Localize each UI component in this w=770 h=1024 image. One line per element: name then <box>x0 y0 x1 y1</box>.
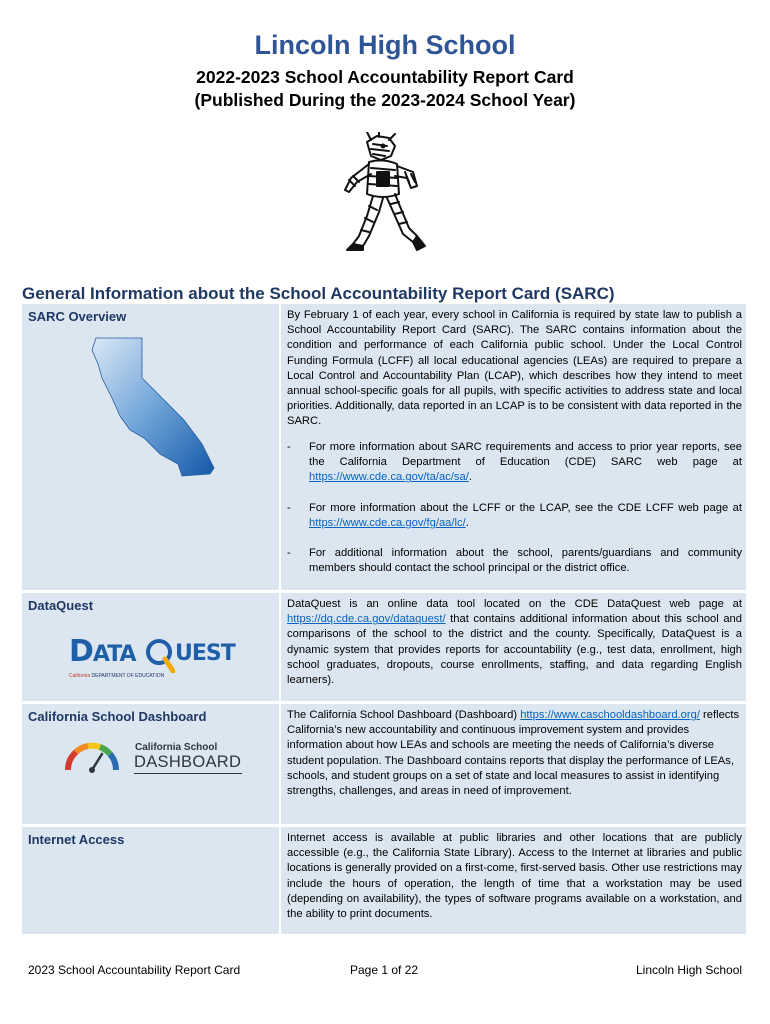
footer-report-name: 2023 School Accountability Report Card <box>28 963 241 977</box>
footer-school-name: Lincoln High School <box>636 963 743 977</box>
california-map-image <box>82 334 222 480</box>
bullet-end: . <box>468 471 472 484</box>
dataquest-label-cell <box>22 593 279 701</box>
internet-access-content-cell <box>281 827 746 934</box>
bullet-dash: - <box>287 502 291 514</box>
internet-access-paragraph: Internet access is available at public libraries and other locations that are publicly accessible (e.g., the California State Library). Access to the Internet at libraries and public locations is generally provided on a first-come, first-served basis. Other use restrictions may include the hours of operation, the length of time that a workstation may be used (depending on availability), the types of software programs available on a workstation, and the ability to print documents. <box>287 832 742 921</box>
published-line: (Published During the 2023-2024 School Year) <box>194 90 576 110</box>
footer-page-number: Page 1 of 22 <box>350 963 419 977</box>
dashboard-label: California School Dashboard <box>28 709 207 724</box>
sarc-overview-paragraph: By February 1 of each year, every school in California is required by state law to publish a School Accountability Report Card (SARC). The SARC contains information about the condition and performance of each California public school. Under the Local Control Funding Formula (LCFF) all local educational agencies (LEAs) are required to prepare a Local Control and Accountability Plan (LCAP), which describes how they intend to meet annual school-specific goals for all pupils, with specific activities to address state and local priorities. Additionally, data reported in an LCAP is to be consistent with data reported in the SARC. <box>287 309 742 428</box>
text-before: DataQuest is an online data tool located on the CDE DataQuest web page at <box>287 598 742 610</box>
text-after: that contains additional information about this school and comparisons of the school to the district and the county. Specifically, DataQuest is a dynamic system that provides reports for accountability (e.g., test data, enrollment, high school graduates, dropouts, course enrollments, staffing, and data regarding English learners). <box>287 613 742 687</box>
sarc-overview-label-cell <box>22 304 279 590</box>
school-name-title: Lincoln High School <box>254 30 516 60</box>
bullet-text: For additional information about the school, parents/guardians and community members should contact the school principal or the district office. <box>309 547 742 575</box>
dashboard-row <box>22 704 746 824</box>
dataquest-label: DataQuest <box>28 598 94 613</box>
internet-access-label-cell <box>22 827 279 934</box>
dashboard-logo-underline <box>134 773 242 774</box>
bullet-text: For more information about the LCFF or the LCAP, see the CDE LCFF web page at <box>309 502 742 514</box>
magnifier-icon <box>145 639 175 673</box>
internet-access-row <box>22 827 746 934</box>
section-heading: General Information about the School Accountability Report Card (SARC) <box>22 284 615 303</box>
sarc-web-page-link[interactable]: https://www.cde.ca.gov/ta/ac/sa/ <box>309 471 469 484</box>
dashboard-label-cell <box>22 704 279 824</box>
bullet-dash: - <box>287 441 291 453</box>
bullet-end: . <box>465 517 469 530</box>
caption-state: California <box>69 673 91 679</box>
dataquest-logo-caption <box>69 673 164 679</box>
dashboard-link[interactable]: https://www.caschooldashboard.org/ <box>520 709 700 721</box>
sarc-overview-label: SARC Overview <box>28 309 127 324</box>
bullet-lcff-info <box>287 501 742 531</box>
bullet-dash: - <box>287 547 291 559</box>
bullet-sarc-info <box>287 440 742 486</box>
dashboard-content-cell <box>281 704 746 824</box>
zebra-mascot-image <box>333 132 433 260</box>
bullet-text: For more information about SARC requirements and access to prior year reports, see the California Department of Education (CDE) SARC web page at <box>309 441 742 469</box>
dataquest-logo-d: D <box>69 634 93 669</box>
internet-access-label: Internet Access <box>28 832 125 847</box>
dataquest-logo-ata: ATA <box>92 642 136 667</box>
lcff-web-page-link[interactable]: https://www.cde.ca.gov/fg/aa/lc/ <box>309 517 466 530</box>
caption-dept: DEPARTMENT OF EDUCATION <box>91 673 165 679</box>
report-title: 2022-2023 School Accountability Report Card <box>196 67 574 87</box>
text-after: reflects California’s new accountability and continuous improvement system and provides information about how LEAs and schools are meeting the needs of California’s diverse student population. The Dashboard contains reports that display the performance of LEAs, schools, and student groups on a set of state and local measures to assist in identifying strengths, challenges, and areas in need of improvement. <box>287 709 740 798</box>
dataquest-content-cell <box>281 593 746 701</box>
sarc-overview-content-cell <box>281 304 746 590</box>
dataquest-logo <box>69 634 239 685</box>
dashboard-logo-line2: DASHBOARD <box>134 753 242 771</box>
dataquest-paragraph <box>287 597 742 688</box>
bullet-contact-info <box>287 546 742 576</box>
dataquest-logo-uest: UEST <box>175 641 235 666</box>
text-before: The California School Dashboard (Dashboard) <box>287 709 521 721</box>
dataquest-row <box>22 593 746 701</box>
dataquest-link[interactable]: https://dq.cde.ca.gov/dataquest/ <box>287 613 446 626</box>
dashboard-logo-line1: California School <box>135 742 218 753</box>
dashboard-paragraph <box>287 708 742 799</box>
sarc-overview-row <box>22 304 746 590</box>
dashboard-gauge-icon <box>62 736 122 776</box>
